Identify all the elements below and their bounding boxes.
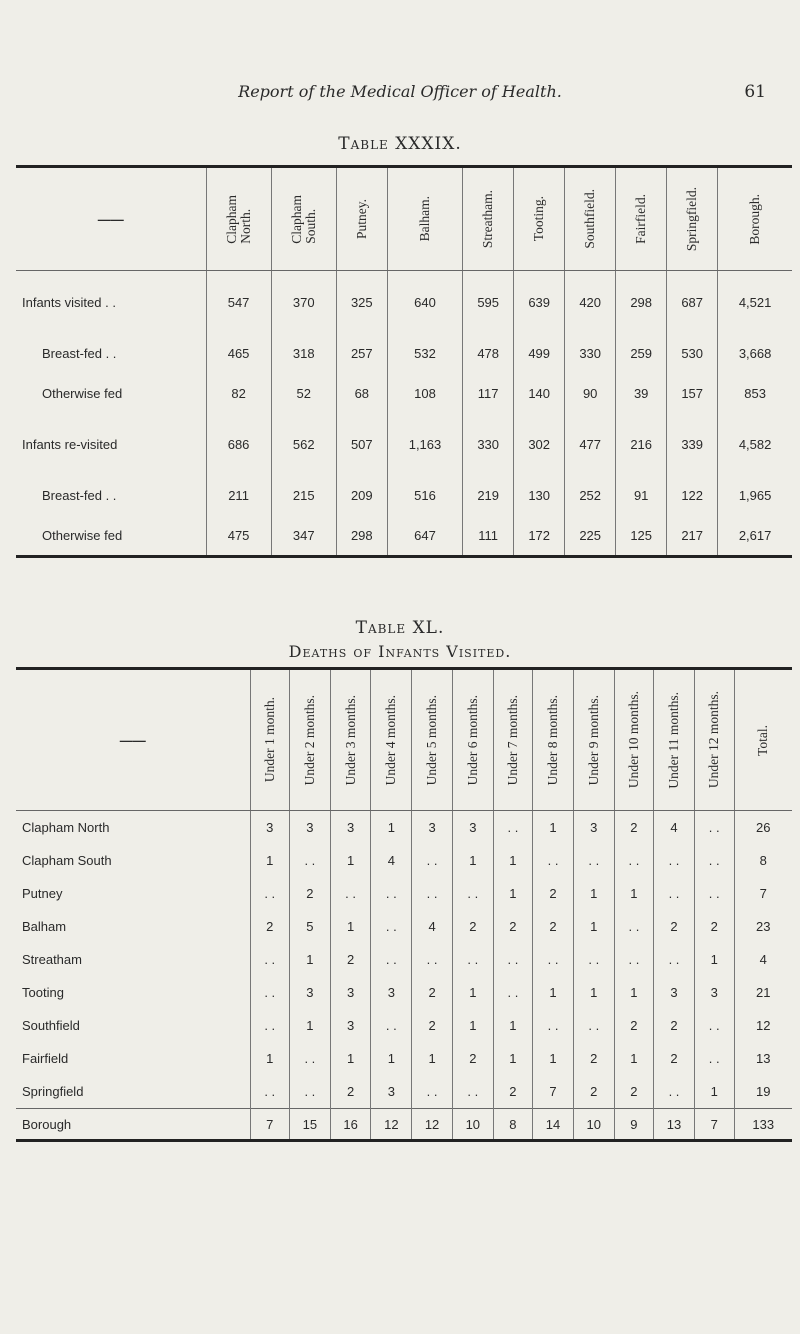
table-cell: 1 [533, 811, 574, 845]
table-cell: . . [250, 877, 290, 910]
table-cell: . . [412, 844, 453, 877]
table-cell: 853 [718, 373, 792, 413]
table-cell: 172 [514, 515, 565, 557]
column-header [616, 167, 667, 271]
column-header [614, 669, 654, 811]
table-cell: 3 [452, 811, 493, 845]
column-header-label: Total. [755, 724, 771, 756]
row-label-text: Southfield [22, 1018, 80, 1033]
table-cell: 2 [654, 1009, 695, 1042]
row-label [16, 976, 250, 1009]
row-label-text: Infants re-visited [22, 436, 118, 452]
table-cell: 1 [614, 1042, 654, 1075]
table-40 [16, 667, 792, 1142]
table-cell: 217 [667, 515, 718, 557]
table-cell: . . [330, 877, 371, 910]
column-header-label: Under 1 month. [261, 697, 277, 783]
row-label-text: Clapham South [22, 853, 112, 868]
column-header [330, 669, 371, 811]
table-cell: 2 [250, 910, 290, 943]
table-cell: 1 [694, 1075, 734, 1109]
column-header [371, 669, 412, 811]
table-cell: 211 [206, 475, 271, 515]
running-title: Report of the Medical Officer of Health. [238, 82, 562, 101]
table-cell: 516 [387, 475, 462, 515]
column-header [336, 167, 387, 271]
table-cell: 3 [371, 976, 412, 1009]
row-label [16, 1109, 250, 1141]
row-label-text: Breast-fed . . [42, 345, 117, 361]
table-cell: 562 [271, 413, 336, 475]
table-cell: . . [533, 943, 574, 976]
table-cell: . . [573, 943, 614, 976]
row-label [16, 373, 206, 413]
table-cell: 209 [336, 475, 387, 515]
table-cell: 12 [734, 1009, 792, 1042]
column-header-label: Springfield. [684, 186, 700, 252]
table-cell: 2 [614, 1009, 654, 1042]
column-header-label: Under 6 months. [464, 694, 480, 786]
table-cell: 23 [734, 910, 792, 943]
table-cell: 2 [330, 1075, 371, 1109]
table-cell: 647 [387, 515, 462, 557]
table-row [16, 1009, 792, 1042]
table-cell: 4 [734, 943, 792, 976]
table-cell: 111 [463, 515, 514, 557]
table-cell: . . [573, 1009, 614, 1042]
column-header-label: Under 7 months. [504, 694, 520, 786]
table-cell: . . [290, 844, 331, 877]
table-cell: 4 [654, 811, 695, 845]
table-40-subtitle: Deaths of Infants Visited. [288, 642, 512, 661]
table-cell: 2 [654, 910, 695, 943]
table-cell: 7 [694, 1109, 734, 1141]
table-cell: 595 [463, 271, 514, 334]
table-cell: . . [412, 1075, 453, 1109]
table-cell: 10 [452, 1109, 493, 1141]
table-cell: 3 [290, 976, 331, 1009]
table-cell: 7 [250, 1109, 290, 1141]
table-cell: . . [371, 1009, 412, 1042]
row-label [16, 1042, 250, 1075]
table-cell: 1 [371, 811, 412, 845]
table-cell: 2 [614, 811, 654, 845]
column-header [718, 167, 792, 271]
table-cell: . . [654, 877, 695, 910]
table-row [16, 976, 792, 1009]
row-label-text: Borough [22, 1116, 72, 1132]
table-cell: . . [412, 943, 453, 976]
table-cell: 1 [250, 1042, 290, 1075]
table-cell: 1,163 [387, 413, 462, 475]
table-cell: 325 [336, 271, 387, 334]
table-cell: . . [412, 877, 453, 910]
table-cell: 302 [514, 413, 565, 475]
table-cell: 15 [290, 1109, 331, 1141]
table-cell: 2 [614, 1075, 654, 1109]
table-cell: 3 [250, 811, 290, 845]
table-cell: 1 [371, 1042, 412, 1075]
table-cell: . . [371, 910, 412, 943]
table-cell: 219 [463, 475, 514, 515]
column-header-label: Under 5 months. [424, 694, 440, 786]
table-cell: 1 [330, 1042, 371, 1075]
table-cell: 4,582 [718, 413, 792, 475]
column-header [271, 167, 336, 271]
table-cell: 465 [206, 333, 271, 373]
table-cell: 4 [412, 910, 453, 943]
table-cell: 330 [463, 413, 514, 475]
table-cell: 298 [336, 515, 387, 557]
row-label-text: Putney [22, 886, 63, 901]
row-label [16, 333, 206, 373]
table-cell: . . [694, 1009, 734, 1042]
row-label-text: Otherwise fed [42, 385, 123, 401]
table-cell: 507 [336, 413, 387, 475]
column-header [667, 167, 718, 271]
table-cell: 499 [514, 333, 565, 373]
table-row [16, 1109, 792, 1141]
table-cell: . . [533, 1009, 574, 1042]
table-cell: . . [654, 943, 695, 976]
column-header-label: Clapham North. [223, 194, 253, 244]
table-cell: 26 [734, 811, 792, 845]
table-cell: . . [250, 1009, 290, 1042]
table-cell: 639 [514, 271, 565, 334]
table-cell: 2 [493, 910, 533, 943]
table-cell: 1 [573, 910, 614, 943]
table-cell: 10 [573, 1109, 614, 1141]
table-cell: 3 [654, 976, 695, 1009]
column-header-label: Under 4 months. [383, 694, 399, 786]
table-cell: 1 [493, 1009, 533, 1042]
table-cell: . . [493, 943, 533, 976]
column-header [493, 669, 533, 811]
table-cell: 477 [565, 413, 616, 475]
table-cell: 2 [330, 943, 371, 976]
column-header-label: Under 12 months. [706, 691, 722, 789]
table-cell: 370 [271, 271, 336, 334]
column-header [206, 167, 271, 271]
table-row [16, 877, 792, 910]
table-cell: 2 [573, 1075, 614, 1109]
table-cell: 1 [493, 1042, 533, 1075]
table-cell: . . [573, 844, 614, 877]
table-cell: 3 [573, 811, 614, 845]
table-cell: 19 [734, 1075, 792, 1109]
table-cell: 1 [573, 877, 614, 910]
table-row [16, 910, 792, 943]
table-row [16, 271, 792, 334]
table-cell: 39 [616, 373, 667, 413]
table-cell: 1 [533, 1042, 574, 1075]
table-cell: 1 [614, 877, 654, 910]
table-row [16, 475, 792, 515]
table-cell: 1 [330, 910, 371, 943]
table-cell: 3 [412, 811, 453, 845]
table-cell: 530 [667, 333, 718, 373]
table-cell: 157 [667, 373, 718, 413]
table-cell: . . [533, 844, 574, 877]
page-number: 61 [744, 82, 766, 102]
row-label-text: Springfield [22, 1084, 84, 1099]
table-cell: 1 [250, 844, 290, 877]
table-row [16, 1075, 792, 1109]
table-cell: 298 [616, 271, 667, 334]
table-cell: 91 [616, 475, 667, 515]
row-label [16, 1075, 250, 1109]
table-cell: . . [250, 976, 290, 1009]
table-cell: 1 [533, 976, 574, 1009]
table-cell: 1 [493, 877, 533, 910]
table-cell: . . [290, 1075, 331, 1109]
table-cell: 52 [271, 373, 336, 413]
table-cell: 2 [533, 877, 574, 910]
row-label-text: Balham [22, 919, 67, 934]
corner-dash: —— [119, 732, 146, 748]
row-label [16, 1009, 250, 1042]
table-cell: . . [493, 976, 533, 1009]
row-label [16, 811, 250, 845]
table-cell: . . [371, 943, 412, 976]
table-40-caption: Table XL. [355, 618, 445, 638]
column-header [463, 167, 514, 271]
page-header [0, 82, 800, 106]
table-cell: 216 [616, 413, 667, 475]
table-row [16, 943, 792, 976]
table-cell: 3 [330, 1009, 371, 1042]
table-cell: 2 [412, 1009, 453, 1042]
row-label-text: Otherwise fed [42, 527, 123, 543]
row-label [16, 844, 250, 877]
table-cell: 16 [330, 1109, 371, 1141]
table-cell: 640 [387, 271, 462, 334]
table-cell: 1 [452, 976, 493, 1009]
table-cell: . . [694, 811, 734, 845]
table-cell: 225 [565, 515, 616, 557]
table-row [16, 811, 792, 845]
row-label [16, 943, 250, 976]
table-cell: 7 [734, 877, 792, 910]
table-cell: 532 [387, 333, 462, 373]
table-cell: 21 [734, 976, 792, 1009]
table-cell: 2 [290, 877, 331, 910]
table-cell: 68 [336, 373, 387, 413]
column-header-label: Under 2 months. [301, 694, 317, 786]
column-header [387, 167, 462, 271]
column-header-label: Under 9 months. [585, 694, 601, 786]
table-cell: 108 [387, 373, 462, 413]
table-row [16, 515, 792, 557]
table-cell: 1 [493, 844, 533, 877]
column-header-label: Under 10 months. [625, 691, 641, 789]
table-cell: 13 [654, 1109, 695, 1141]
table-cell: 82 [206, 373, 271, 413]
table-cell: 3,668 [718, 333, 792, 373]
table-cell: 1 [452, 844, 493, 877]
table-cell: . . [694, 1042, 734, 1075]
column-header-label: Putney. [353, 199, 369, 239]
row-label [16, 475, 206, 515]
table-cell: 90 [565, 373, 616, 413]
table-cell: . . [614, 910, 654, 943]
table-cell: 687 [667, 271, 718, 334]
table-cell: . . [654, 844, 695, 877]
column-header-label: Under 8 months. [545, 694, 561, 786]
table-cell: 2,617 [718, 515, 792, 557]
table-cell: . . [614, 943, 654, 976]
table-cell: 130 [514, 475, 565, 515]
table-cell: . . [250, 1075, 290, 1109]
table-cell: 478 [463, 333, 514, 373]
table-cell: 8 [493, 1109, 533, 1141]
table-cell: 1 [290, 1009, 331, 1042]
table-39 [16, 165, 792, 558]
table-cell: . . [290, 1042, 331, 1075]
table-cell: 2 [573, 1042, 614, 1075]
table-cell: 215 [271, 475, 336, 515]
table-row [16, 373, 792, 413]
table-cell: 1 [452, 1009, 493, 1042]
column-header-label: Under 11 months. [666, 691, 681, 789]
column-header [452, 669, 493, 811]
column-header-label: Southfield. [582, 189, 598, 249]
column-header [565, 167, 616, 271]
table-cell: 2 [412, 976, 453, 1009]
row-label-text: Clapham North [22, 820, 110, 835]
table-row [16, 413, 792, 475]
table-cell: 686 [206, 413, 271, 475]
table-cell: 2 [694, 910, 734, 943]
table-cell: 3 [694, 976, 734, 1009]
table-cell: 1,965 [718, 475, 792, 515]
table-cell: 475 [206, 515, 271, 557]
corner-cell [16, 669, 250, 811]
table-cell: 125 [616, 515, 667, 557]
table-cell: 3 [330, 976, 371, 1009]
corner-dash: —— [97, 211, 124, 227]
table-cell: 339 [667, 413, 718, 475]
column-header-label: Clapham South. [288, 194, 318, 244]
table-39-caption: Table XXXIX. [338, 134, 462, 154]
table-cell: 3 [371, 1075, 412, 1109]
table-cell: 1 [614, 976, 654, 1009]
table-cell: 2 [533, 910, 574, 943]
table-cell: 14 [533, 1109, 574, 1141]
table-cell: . . [452, 1075, 493, 1109]
table-cell: 4,521 [718, 271, 792, 334]
row-label [16, 515, 206, 557]
column-header-label: Borough. [747, 193, 763, 245]
table-cell: 8 [734, 844, 792, 877]
table-cell: . . [614, 844, 654, 877]
row-label [16, 413, 206, 475]
row-label [16, 910, 250, 943]
table-cell: 140 [514, 373, 565, 413]
row-label-text: Fairfield [22, 1051, 69, 1066]
column-header-label: Streatham. [480, 189, 496, 249]
column-header [533, 669, 574, 811]
table-cell: 1 [694, 943, 734, 976]
table-cell: . . [250, 943, 290, 976]
table-cell: 1 [412, 1042, 453, 1075]
column-header-label: Under 3 months. [342, 694, 358, 786]
table-cell: 252 [565, 475, 616, 515]
table-cell: 1 [290, 943, 331, 976]
table-cell: 257 [336, 333, 387, 373]
table-cell: 122 [667, 475, 718, 515]
table-row [16, 1042, 792, 1075]
table-cell: 547 [206, 271, 271, 334]
table-cell: 1 [330, 844, 371, 877]
table-cell: . . [371, 877, 412, 910]
column-header-label: Balham. [416, 196, 432, 242]
table-cell: 3 [330, 811, 371, 845]
table-cell: 9 [614, 1109, 654, 1141]
table-cell: 318 [271, 333, 336, 373]
table-cell: 4 [371, 844, 412, 877]
table-cell: . . [452, 943, 493, 976]
column-header [734, 669, 792, 811]
table-row [16, 333, 792, 373]
column-header [412, 669, 453, 811]
column-header [573, 669, 614, 811]
table-row [16, 844, 792, 877]
table-cell: 347 [271, 515, 336, 557]
column-header [290, 669, 331, 811]
table-cell: 13 [734, 1042, 792, 1075]
table-cell: . . [694, 877, 734, 910]
row-label-text: Streatham [22, 952, 82, 967]
row-label-text: Tooting [22, 985, 64, 1000]
table-cell: 3 [290, 811, 331, 845]
table-cell: 5 [290, 910, 331, 943]
table-cell: 7 [533, 1075, 574, 1109]
row-label-text: Infants visited . . [22, 294, 116, 310]
table-cell: 420 [565, 271, 616, 334]
column-header [514, 167, 565, 271]
table-cell: 330 [565, 333, 616, 373]
row-label [16, 877, 250, 910]
corner-cell [16, 167, 206, 271]
table-cell: 2 [654, 1042, 695, 1075]
table-cell: . . [452, 877, 493, 910]
table-cell: 1 [573, 976, 614, 1009]
column-header [694, 669, 734, 811]
table-cell: 12 [371, 1109, 412, 1141]
table-cell: 259 [616, 333, 667, 373]
column-header-label: Tooting. [531, 196, 547, 242]
table-cell: 117 [463, 373, 514, 413]
table-cell: . . [654, 1075, 695, 1109]
table-cell: 12 [412, 1109, 453, 1141]
column-header [250, 669, 290, 811]
table-cell: . . [694, 844, 734, 877]
table-cell: . . [493, 811, 533, 845]
row-label-text: Breast-fed . . [42, 487, 117, 503]
column-header [654, 669, 695, 811]
column-header-label: Fairfield. [633, 194, 649, 244]
table-cell: 133 [734, 1109, 792, 1141]
table-cell: 2 [452, 910, 493, 943]
table-cell: 2 [493, 1075, 533, 1109]
row-label [16, 271, 206, 334]
table-cell: 2 [452, 1042, 493, 1075]
